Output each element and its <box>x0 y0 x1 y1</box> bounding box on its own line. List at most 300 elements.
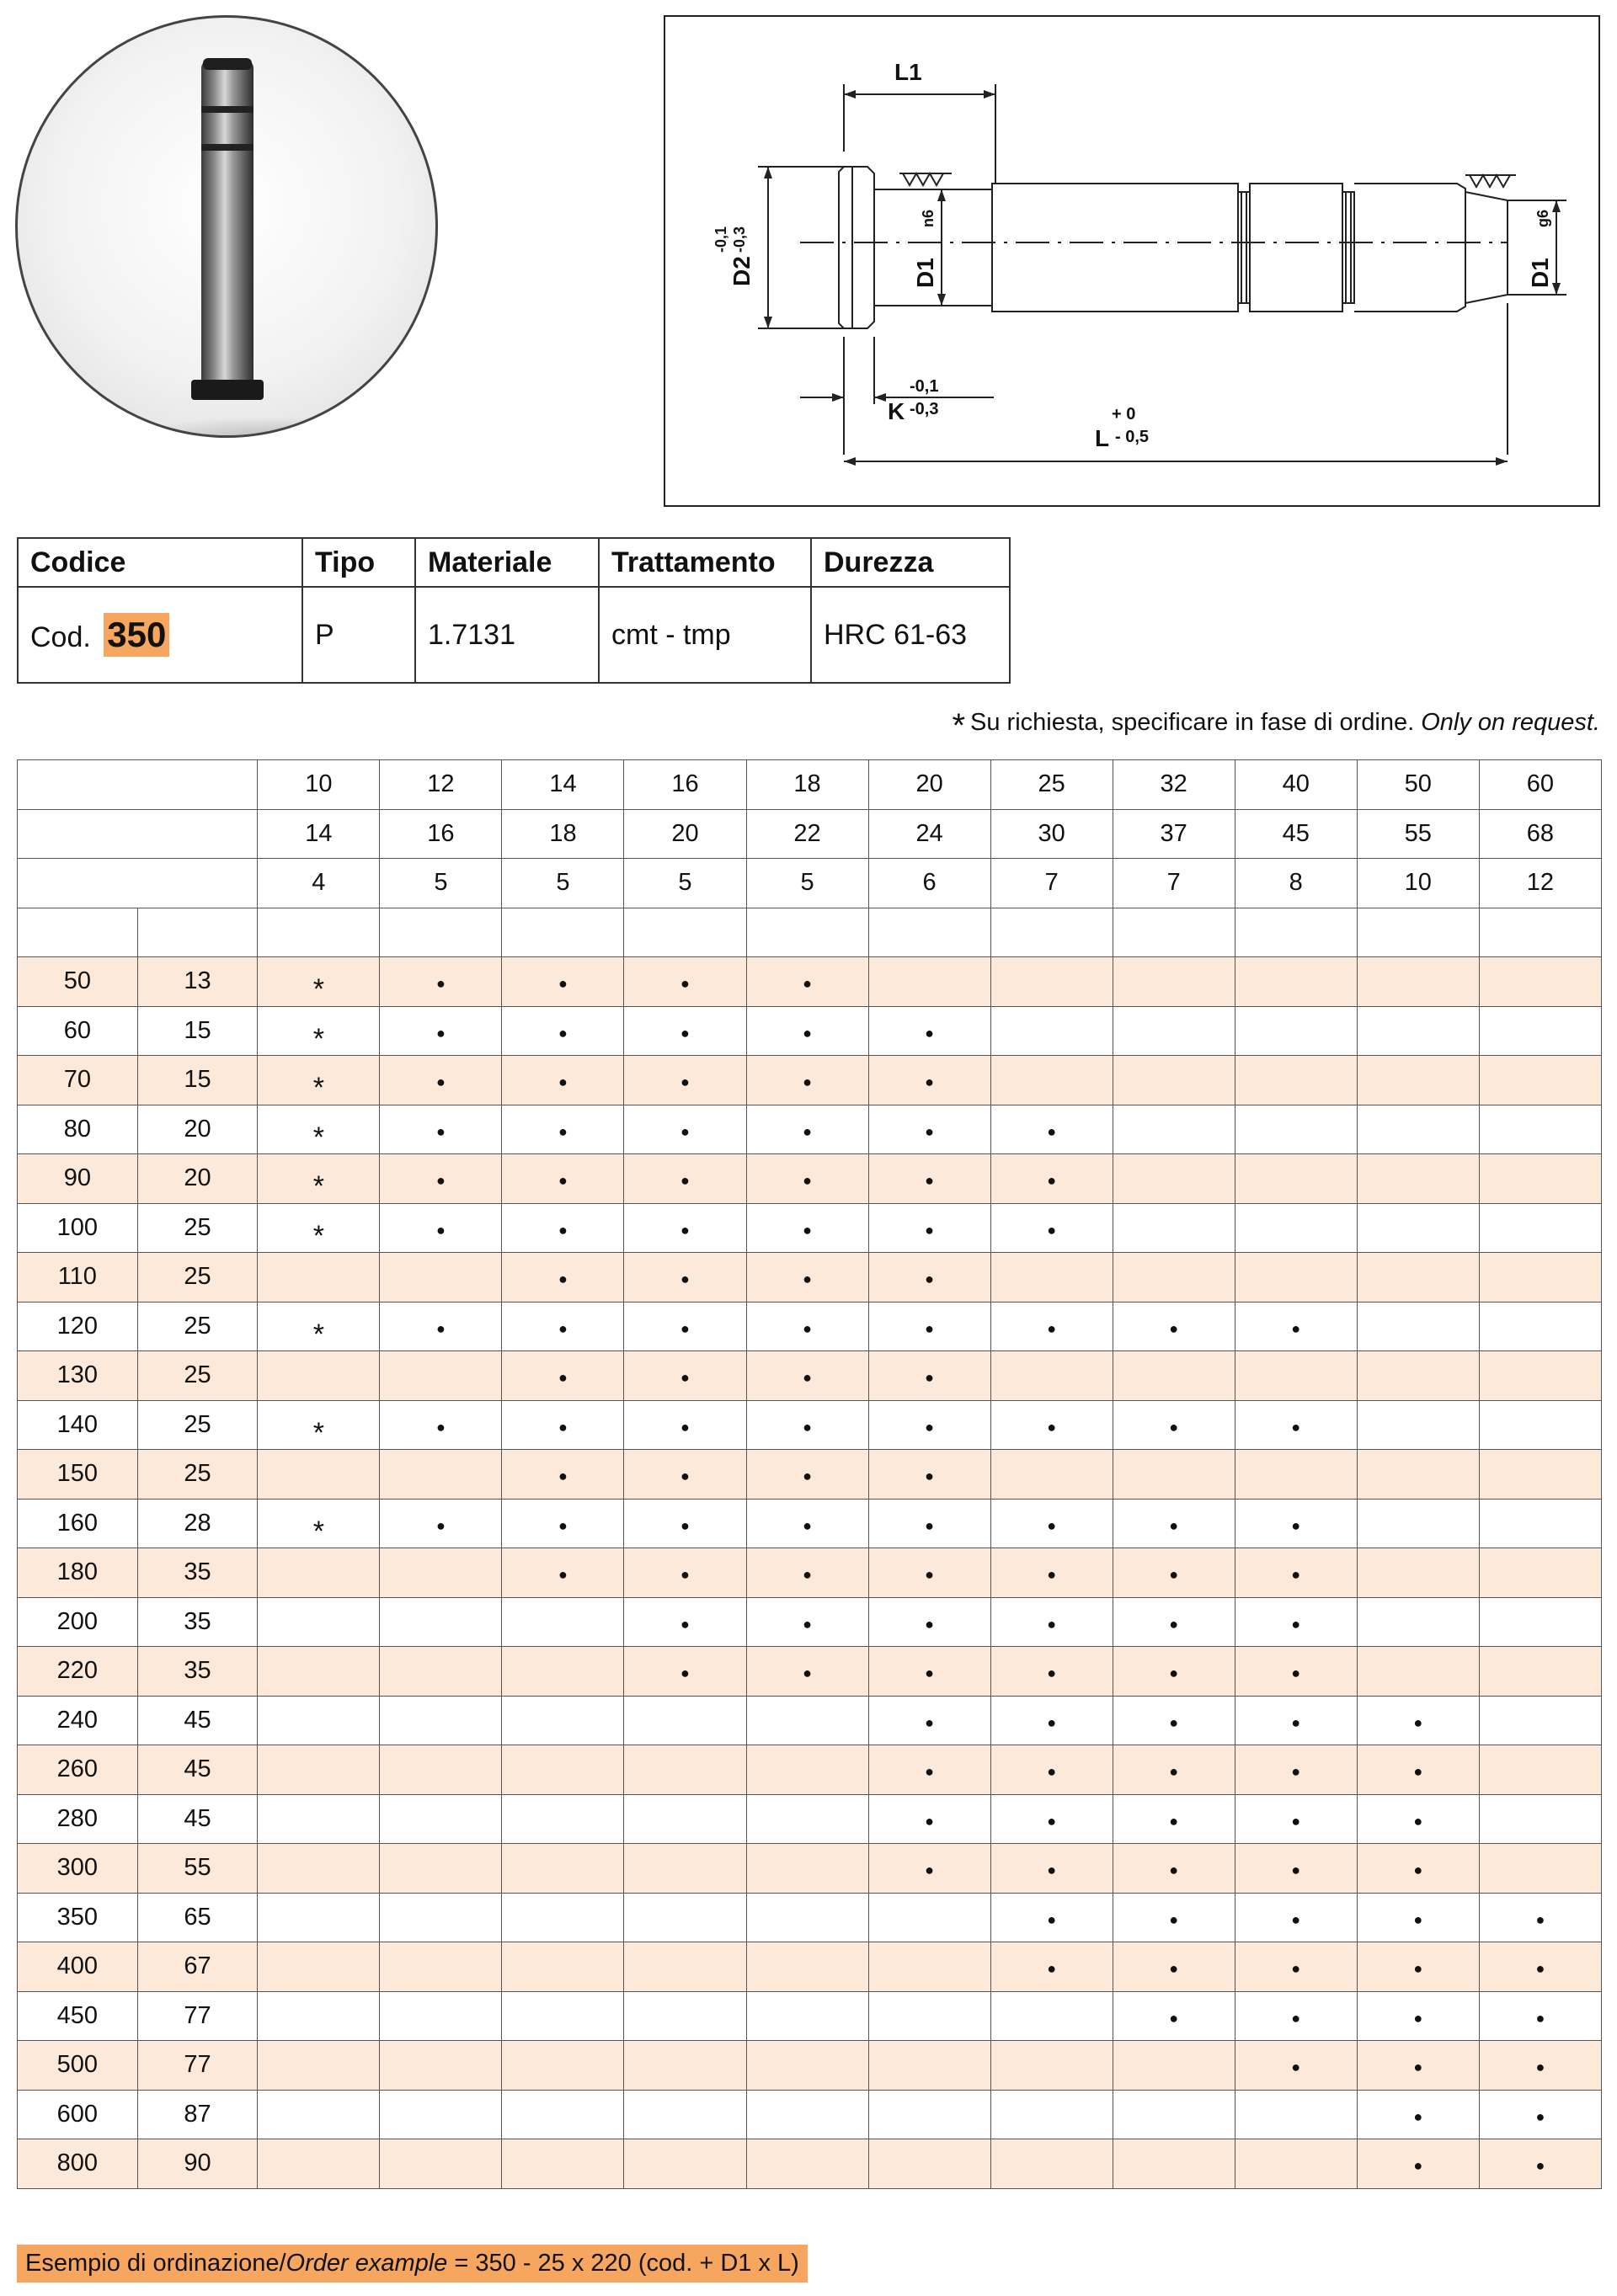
row-l-header <box>18 908 1602 957</box>
table-row <box>18 2041 1602 2091</box>
code-prefix: Cod. <box>30 621 91 653</box>
empty-cell <box>1357 1597 1479 1647</box>
empty-cell <box>502 908 624 957</box>
empty-cell <box>1113 957 1235 1007</box>
cell-l1: 67 <box>137 1942 258 1992</box>
cell-l: 110 <box>18 1253 138 1302</box>
empty-cell <box>1235 1056 1357 1105</box>
empty-cell <box>1479 1450 1601 1500</box>
available-dot <box>868 1597 990 1647</box>
d1-value: 32 <box>1113 760 1235 810</box>
available-dot <box>502 1548 624 1598</box>
cell-l: 90 <box>18 1154 138 1204</box>
table-row <box>18 1006 1602 1056</box>
empty-cell <box>990 1351 1113 1401</box>
available-dot <box>746 1548 868 1598</box>
empty-cell <box>1113 2139 1235 2189</box>
available-dot <box>624 1203 746 1253</box>
table-row <box>18 1253 1602 1302</box>
on-request-star <box>258 1499 380 1548</box>
available-dot <box>1357 2090 1479 2139</box>
cell-l1: 35 <box>137 1548 258 1598</box>
empty-cell <box>1357 1499 1479 1548</box>
order-prefix: Esempio di ordinazione/ <box>25 2250 286 2277</box>
order-example <box>17 2245 808 2283</box>
table-row <box>18 1499 1602 1548</box>
d1-value: 20 <box>868 760 990 810</box>
available-dot <box>380 1056 502 1105</box>
available-dot <box>624 1253 746 1302</box>
empty-cell <box>868 1991 990 2041</box>
empty-cell <box>1357 1302 1479 1351</box>
k-value: 5 <box>502 859 624 908</box>
k-value: 8 <box>1235 859 1357 908</box>
empty-cell <box>746 1991 868 2041</box>
spec-trattamento: cmt - tmp <box>599 587 811 683</box>
empty-cell <box>1479 1794 1601 1844</box>
empty-cell <box>990 2090 1113 2139</box>
available-dot <box>1235 1991 1357 2041</box>
available-dot <box>1479 1942 1601 1992</box>
cell-l1: 45 <box>137 1794 258 1844</box>
empty-cell <box>380 2041 502 2091</box>
empty-cell <box>258 1253 380 1302</box>
empty-cell <box>624 1794 746 1844</box>
empty-cell <box>1479 957 1601 1007</box>
empty-cell <box>990 957 1113 1007</box>
empty-cell <box>380 1942 502 1992</box>
empty-cell <box>380 1844 502 1894</box>
empty-cell <box>746 2139 868 2189</box>
empty-cell <box>1235 1203 1357 1253</box>
empty-cell <box>746 1696 868 1745</box>
order-text: = 350 - 25 x 220 (cod. + D1 x L) <box>447 2250 799 2277</box>
empty-cell <box>1479 1696 1601 1745</box>
cell-l1: 77 <box>137 1991 258 2041</box>
empty-cell <box>868 1942 990 1992</box>
available-dot <box>990 1597 1113 1647</box>
available-dot <box>868 1302 990 1351</box>
table-row <box>18 1844 1602 1894</box>
spec-header-materiale: Materiale <box>415 538 599 587</box>
cell-l1: 65 <box>137 1893 258 1942</box>
cell-l1: 25 <box>137 1203 258 1253</box>
empty-cell <box>1357 1154 1479 1204</box>
available-dot <box>746 1302 868 1351</box>
available-dot <box>624 1056 746 1105</box>
on-request-star <box>258 1203 380 1253</box>
spec-header-trattamento: Trattamento <box>599 538 811 587</box>
k-tol-lower: -0,3 <box>910 400 939 418</box>
empty-cell <box>502 1991 624 2041</box>
empty-cell <box>990 1991 1113 2041</box>
d2-tol-lower: -0,3 <box>731 226 748 253</box>
empty-cell <box>990 1450 1113 1500</box>
empty-cell <box>1357 957 1479 1007</box>
available-dot <box>990 1203 1113 1253</box>
available-dot <box>1235 1893 1357 1942</box>
empty-cell <box>258 1351 380 1401</box>
empty-cell <box>624 908 746 957</box>
available-dot <box>990 1154 1113 1204</box>
d1-right-label: D1 <box>1527 258 1553 288</box>
available-dot <box>502 1105 624 1154</box>
available-dot <box>1235 1745 1357 1795</box>
on-request-star <box>258 1400 380 1450</box>
empty-cell <box>380 1351 502 1401</box>
available-dot <box>990 1745 1113 1795</box>
empty-cell <box>502 1794 624 1844</box>
d1-right-tol: g6 <box>1534 209 1551 227</box>
empty-cell <box>1357 1450 1479 1500</box>
empty-cell <box>502 1745 624 1795</box>
table-row <box>18 2139 1602 2189</box>
empty-cell <box>624 1844 746 1894</box>
available-dot <box>990 1844 1113 1894</box>
on-request-star <box>258 1006 380 1056</box>
available-dot <box>1113 1400 1235 1450</box>
available-dot <box>746 957 868 1007</box>
available-dot <box>1113 1893 1235 1942</box>
empty-cell <box>1479 1499 1601 1548</box>
empty-cell <box>746 1844 868 1894</box>
cell-l: 500 <box>18 2041 138 2091</box>
empty-cell <box>380 1450 502 1500</box>
available-dot <box>868 1647 990 1697</box>
d2-tol-upper: -0,1 <box>712 226 729 253</box>
empty-cell <box>624 1893 746 1942</box>
d2-value: 18 <box>502 809 624 859</box>
empty-cell <box>1479 1548 1601 1598</box>
available-dot <box>868 1696 990 1745</box>
empty-cell <box>380 1548 502 1598</box>
available-dot <box>868 1745 990 1795</box>
available-dot <box>746 1253 868 1302</box>
available-dot <box>380 1499 502 1548</box>
cell-l: 220 <box>18 1647 138 1697</box>
empty-cell <box>258 1844 380 1894</box>
available-dot <box>1113 1696 1235 1745</box>
available-dot <box>624 1597 746 1647</box>
available-dot <box>868 1056 990 1105</box>
available-dot <box>1479 2090 1601 2139</box>
empty-cell <box>746 908 868 957</box>
table-row <box>18 1056 1602 1105</box>
empty-cell <box>1113 1006 1235 1056</box>
empty-cell <box>990 1253 1113 1302</box>
available-dot <box>380 1203 502 1253</box>
cell-l: 80 <box>18 1105 138 1154</box>
empty-cell <box>1479 1597 1601 1647</box>
available-dot <box>1235 1548 1357 1598</box>
empty-cell <box>1479 1154 1601 1204</box>
available-dot <box>1357 2139 1479 2189</box>
empty-cell <box>258 2139 380 2189</box>
empty-cell <box>1235 957 1357 1007</box>
available-dot <box>1357 1893 1479 1942</box>
available-dot <box>624 1302 746 1351</box>
available-dot <box>502 1253 624 1302</box>
cell-l: 180 <box>18 1548 138 1598</box>
empty-cell <box>380 2090 502 2139</box>
available-dot <box>746 1056 868 1105</box>
cell-l1: 45 <box>137 1696 258 1745</box>
d2-value: 55 <box>1357 809 1479 859</box>
spec-header-row <box>18 538 1010 587</box>
empty-cell <box>380 1253 502 1302</box>
empty-cell <box>624 1696 746 1745</box>
empty-cell <box>1479 1647 1601 1697</box>
k-value: 10 <box>1357 859 1479 908</box>
empty-cell <box>1479 1203 1601 1253</box>
k-value: 5 <box>746 859 868 908</box>
available-dot <box>1479 1893 1601 1942</box>
table-row <box>18 1647 1602 1697</box>
available-dot <box>1479 1991 1601 2041</box>
d2-value: 16 <box>380 809 502 859</box>
k-value: 7 <box>990 859 1113 908</box>
available-dot <box>990 1942 1113 1992</box>
cell-l: 450 <box>18 1991 138 2041</box>
table-row <box>18 1105 1602 1154</box>
empty-cell <box>258 1794 380 1844</box>
cell-l: 60 <box>18 1006 138 1056</box>
d1-value: 14 <box>502 760 624 810</box>
available-dot <box>624 1351 746 1401</box>
cell-l1: 90 <box>137 2139 258 2189</box>
empty-cell <box>868 2139 990 2189</box>
table-row <box>18 1745 1602 1795</box>
spec-durezza: HRC 61-63 <box>811 587 1010 683</box>
d1-value: 18 <box>746 760 868 810</box>
empty-cell <box>380 1745 502 1795</box>
on-request-star <box>258 1105 380 1154</box>
available-dot <box>990 1794 1113 1844</box>
available-dot <box>868 1006 990 1056</box>
available-dot <box>1113 1745 1235 1795</box>
available-dot <box>1113 1942 1235 1992</box>
k-value: 7 <box>1113 859 1235 908</box>
empty-cell <box>258 1942 380 1992</box>
d2-value: 22 <box>746 809 868 859</box>
empty-cell <box>258 1893 380 1942</box>
spec-materiale: 1.7131 <box>415 587 599 683</box>
k-value: 4 <box>258 859 380 908</box>
empty-cell <box>1113 2041 1235 2091</box>
available-dot <box>1357 1991 1479 2041</box>
k-value: 5 <box>380 859 502 908</box>
table-row <box>18 1450 1602 1500</box>
empty-cell <box>258 1548 380 1598</box>
available-dot <box>746 1203 868 1253</box>
available-dot <box>1113 1647 1235 1697</box>
available-dot <box>868 1450 990 1500</box>
empty-cell <box>502 2090 624 2139</box>
available-dot <box>746 1499 868 1548</box>
cell-l1: 35 <box>137 1597 258 1647</box>
empty-cell <box>1479 1253 1601 1302</box>
empty-cell <box>746 1794 868 1844</box>
header-l: L <box>18 908 138 957</box>
cell-l1: 45 <box>137 1745 258 1795</box>
available-dot <box>1357 1745 1479 1795</box>
cell-l: 140 <box>18 1400 138 1450</box>
empty-cell <box>746 2090 868 2139</box>
available-dot <box>624 1450 746 1500</box>
available-dot <box>380 1006 502 1056</box>
table-row <box>18 1351 1602 1401</box>
cell-l: 160 <box>18 1499 138 1548</box>
available-dot <box>1235 1302 1357 1351</box>
table-row <box>18 1893 1602 1942</box>
empty-cell <box>502 1942 624 1992</box>
empty-cell <box>1235 1105 1357 1154</box>
header-d1: D1 <box>18 760 258 810</box>
empty-cell <box>746 2041 868 2091</box>
available-dot <box>868 1400 990 1450</box>
available-dot <box>1113 1991 1235 2041</box>
available-dot <box>1113 1844 1235 1894</box>
cell-l: 70 <box>18 1056 138 1105</box>
empty-cell <box>1357 1400 1479 1450</box>
empty-cell <box>1357 1253 1479 1302</box>
table-row <box>18 1696 1602 1745</box>
dimensions-table <box>17 759 1602 2189</box>
empty-cell <box>1235 1006 1357 1056</box>
empty-cell <box>380 1696 502 1745</box>
empty-cell <box>1113 1056 1235 1105</box>
empty-cell <box>1479 1056 1601 1105</box>
empty-cell <box>502 1844 624 1894</box>
empty-cell <box>258 1450 380 1500</box>
d2-value: 37 <box>1113 809 1235 859</box>
d2-value: 68 <box>1479 809 1601 859</box>
available-dot <box>1357 1844 1479 1894</box>
empty-cell <box>502 1647 624 1697</box>
empty-cell <box>990 1056 1113 1105</box>
available-dot <box>1113 1302 1235 1351</box>
available-dot <box>990 1548 1113 1598</box>
header-d2: D2 <box>18 809 258 859</box>
cell-l: 50 <box>18 957 138 1007</box>
on-request-star <box>258 957 380 1007</box>
empty-cell <box>502 1893 624 1942</box>
cell-l1: 28 <box>137 1499 258 1548</box>
available-dot <box>380 1400 502 1450</box>
empty-cell <box>868 2041 990 2091</box>
cell-l1: 25 <box>137 1253 258 1302</box>
available-dot <box>868 1794 990 1844</box>
available-dot <box>380 1105 502 1154</box>
empty-cell <box>624 2041 746 2091</box>
cell-l1: 35 <box>137 1647 258 1697</box>
available-dot <box>1357 2041 1479 2091</box>
available-dot <box>1357 1696 1479 1745</box>
k-value: 6 <box>868 859 990 908</box>
cell-l1: 25 <box>137 1450 258 1500</box>
on-request-star <box>258 1302 380 1351</box>
table-row <box>18 1991 1602 2041</box>
note-star: * <box>952 707 966 744</box>
available-dot <box>1479 2041 1601 2091</box>
empty-cell <box>380 908 502 957</box>
available-dot <box>502 1302 624 1351</box>
available-dot <box>1113 1499 1235 1548</box>
d2-label: D2 <box>728 256 755 286</box>
empty-cell <box>1113 1351 1235 1401</box>
available-dot <box>868 1844 990 1894</box>
request-note <box>952 707 1600 745</box>
empty-cell <box>1235 2090 1357 2139</box>
available-dot <box>624 1548 746 1598</box>
empty-cell <box>624 1745 746 1795</box>
empty-cell <box>868 908 990 957</box>
header-k: K <box>18 859 258 908</box>
cell-l1: 13 <box>137 957 258 1007</box>
available-dot <box>502 1006 624 1056</box>
order-prefix-en: Order example <box>286 2250 448 2277</box>
empty-cell <box>1479 908 1601 957</box>
technical-drawing <box>664 15 1600 507</box>
available-dot <box>990 1893 1113 1942</box>
available-dot <box>746 1647 868 1697</box>
spec-table <box>17 537 1011 684</box>
available-dot <box>1357 1794 1479 1844</box>
cell-l1: 25 <box>137 1302 258 1351</box>
empty-cell <box>380 1893 502 1942</box>
cell-l: 260 <box>18 1745 138 1795</box>
available-dot <box>1113 1794 1235 1844</box>
available-dot <box>502 1400 624 1450</box>
empty-cell <box>1113 1253 1235 1302</box>
available-dot <box>1357 1942 1479 1992</box>
available-dot <box>624 1105 746 1154</box>
empty-cell <box>380 1991 502 2041</box>
empty-cell <box>1479 1006 1601 1056</box>
k-value: 12 <box>1479 859 1601 908</box>
available-dot <box>380 1302 502 1351</box>
cell-l1: 25 <box>137 1400 258 1450</box>
cell-l: 130 <box>18 1351 138 1401</box>
available-dot <box>502 1499 624 1548</box>
cell-l: 350 <box>18 1893 138 1942</box>
spec-header-codice: Codice <box>18 538 302 587</box>
note-text-en: Only on request. <box>1421 709 1600 736</box>
l-tol-upper: + 0 <box>1112 405 1136 424</box>
empty-cell <box>1235 1253 1357 1302</box>
d1-value: 10 <box>258 760 380 810</box>
cell-l: 600 <box>18 2090 138 2139</box>
cell-l: 280 <box>18 1794 138 1844</box>
empty-cell <box>258 1597 380 1647</box>
available-dot <box>1235 1597 1357 1647</box>
k-value: 5 <box>624 859 746 908</box>
available-dot <box>990 1400 1113 1450</box>
cell-l1: 20 <box>137 1105 258 1154</box>
available-dot <box>502 1351 624 1401</box>
d1-value: 60 <box>1479 760 1601 810</box>
empty-cell <box>868 2090 990 2139</box>
cell-l: 300 <box>18 1844 138 1894</box>
available-dot <box>502 1154 624 1204</box>
empty-cell <box>1235 1450 1357 1500</box>
table-row <box>18 1548 1602 1598</box>
available-dot <box>868 1351 990 1401</box>
cell-l: 400 <box>18 1942 138 1992</box>
empty-cell <box>258 1745 380 1795</box>
available-dot <box>1113 1548 1235 1598</box>
d1-left-label: D1 <box>912 258 938 288</box>
